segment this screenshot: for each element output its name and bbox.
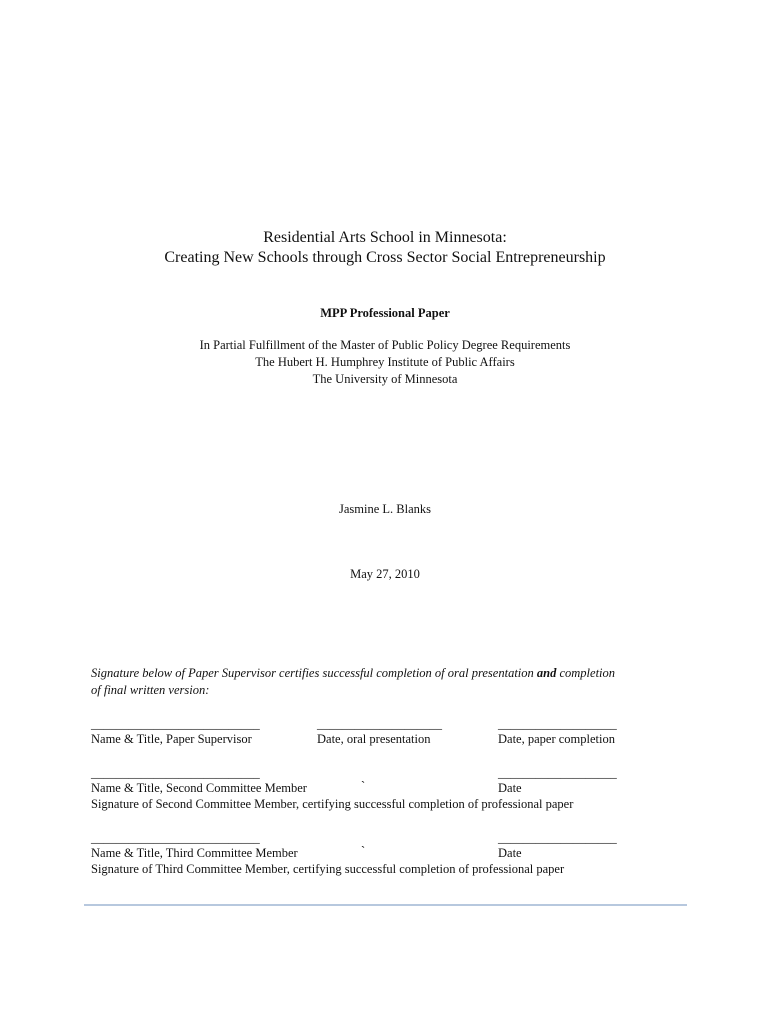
certification-statement [91,665,615,682]
third-member-note: Signature of Third Committee Member, certifying successful completion of professional paper [91,862,565,876]
title-line-1: Residential Arts School in Minnesota: [263,229,507,246]
oral-date-line: ____________________ [317,717,442,731]
second-member-label: Name & Title, Second Committee Member [91,781,307,795]
second-member-signature-line: ___________________________ [91,766,260,780]
supervisor-label: Name & Title, Paper Supervisor [91,732,252,746]
third-member-tick: ` [361,844,366,858]
third-member-date-line: ___________________ [498,831,617,845]
paper-date: May 27, 2010 [350,567,420,581]
certification-line-2: of final written version: [91,683,210,697]
fulfillment-line-2: The Hubert H. Humphrey Institute of Public Affairs [255,355,515,369]
third-member-date-label: Date [498,846,522,860]
fulfillment-line-1: In Partial Fulfillment of the Master of Public Policy Degree Requirements [199,338,571,352]
second-member-tick: ` [361,779,366,793]
certification-text-2: completion [556,666,616,680]
certification-text-1: Signature below of Paper Supervisor certifies successful completion of oral presentation [91,666,537,680]
oral-date-label: Date, oral presentation [317,732,431,746]
third-member-label: Name & Title, Third Committee Member [91,846,298,860]
second-member-date-line: ___________________ [498,766,617,780]
completion-date-label: Date, paper completion [498,732,615,746]
author-name: Jasmine L. Blanks [338,502,431,516]
third-member-signature-line: ___________________________ [91,831,260,845]
title-line-2: Creating New Schools through Cross Sector Social Entrepreneurship [164,249,606,266]
fulfillment-line-3: The University of Minnesota [312,372,458,386]
footer-divider [84,904,687,906]
second-member-note: Signature of Second Committee Member, certifying successful completion of professional paper [91,797,574,811]
certification-emphasis: and [536,666,557,680]
completion-date-line: ___________________ [498,717,617,731]
second-member-date-label: Date [498,781,522,795]
paper-type: MPP Professional Paper [320,306,450,320]
supervisor-signature-line: ___________________________ [91,717,260,731]
